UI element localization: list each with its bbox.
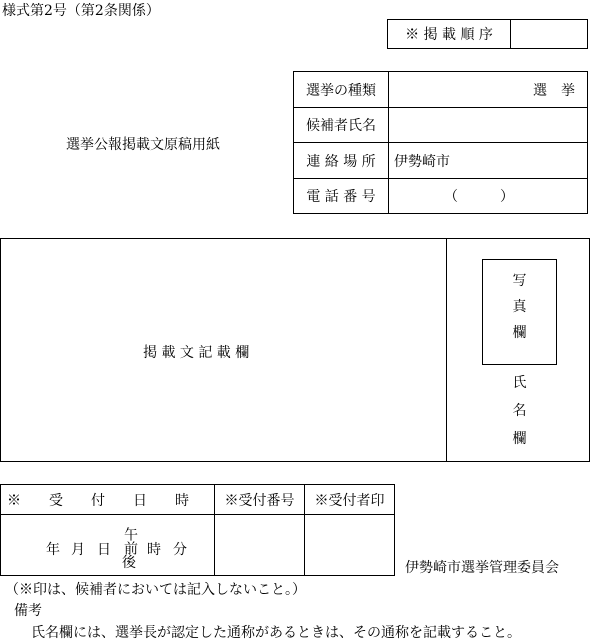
name-label-2: 名 (512, 403, 527, 419)
photo-label-3: 欄 (512, 325, 527, 341)
reception-datetime-header: ※ 受 付 日 時 (7, 492, 189, 509)
year-text: 年 (46, 542, 60, 558)
committee-name: 伊勢崎市選挙管理委員会 (405, 560, 559, 576)
hour-text: 時 (147, 542, 161, 558)
remarks-title: 備考 (14, 603, 42, 619)
reception-number-header: ※受付番号 (224, 492, 295, 509)
form-title: 選挙公報掲載文原稿用紙 (66, 137, 220, 153)
main-content-area (0, 238, 590, 462)
reception-table (0, 484, 395, 576)
candidate-name-value[interactable] (389, 108, 587, 142)
phone-label: 電 話 番 号 (306, 189, 376, 205)
reception-number-cell[interactable] (215, 515, 304, 575)
contact-place-label: 連 絡 場 所 (306, 153, 376, 170)
order-box (387, 19, 588, 49)
minute-text: 分 (173, 542, 187, 558)
note-mark: （※印は、候補者においては記入しないこと。） (5, 582, 306, 598)
am-text: 午前 (122, 527, 138, 555)
reception-seal-header: ※受付者印 (314, 492, 385, 509)
photo-box[interactable] (482, 259, 557, 365)
month-text: 月 (71, 542, 85, 558)
name-label (482, 376, 557, 446)
pm-text: 後 (122, 555, 136, 571)
candidate-name-label: 候補者氏名 (306, 118, 376, 134)
contact-place-value[interactable]: 伊勢崎市 (394, 153, 450, 170)
name-label-3: 欄 (512, 431, 527, 447)
reception-datetime-cell[interactable] (1, 515, 214, 575)
reception-seal-cell[interactable] (305, 515, 394, 575)
phone-value[interactable]: （ ） (444, 189, 514, 205)
election-type-value[interactable]: 選 挙 (533, 82, 575, 99)
name-label-1: 氏 (512, 375, 527, 391)
main-area-label: 掲 載 文 記 載 欄 (143, 345, 250, 361)
election-type-label: 選挙の種類 (306, 82, 376, 99)
remarks-text: 氏名欄には、選挙長が認定した通称があるときは、その通称を記載すること。 (31, 625, 521, 641)
form-id: 様式第2号（第2条関係） (2, 3, 160, 19)
info-table (293, 71, 588, 214)
day-text: 日 (97, 542, 111, 558)
order-value[interactable] (511, 20, 587, 48)
order-label: ※ 掲 載 順 序 (405, 27, 493, 43)
photo-label-2: 真 (512, 299, 527, 315)
photo-label-1: 写 (512, 273, 527, 289)
